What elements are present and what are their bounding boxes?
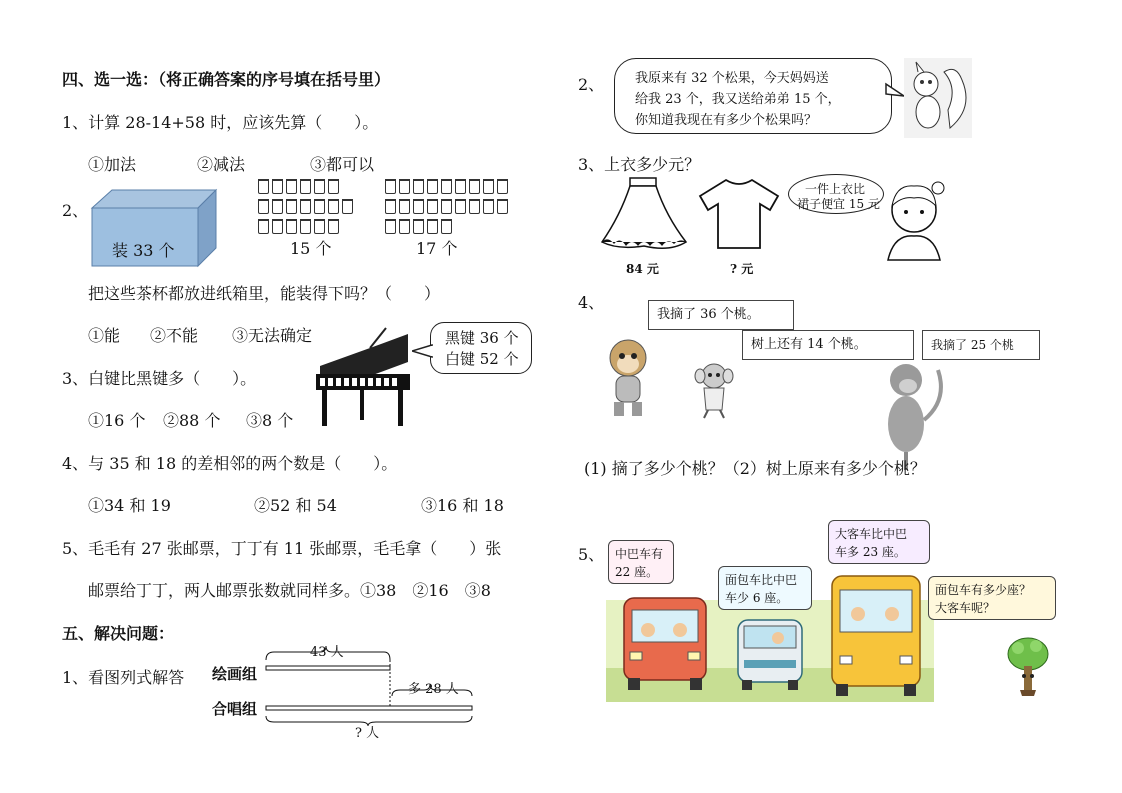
q4-option-1[interactable]: ①34 和 19 (88, 496, 171, 515)
shirt-image (696, 176, 782, 252)
r-q2-number: 2、 (578, 75, 605, 94)
monkey-bubble-3: 我摘了 25 个桃 (922, 330, 1040, 360)
squirrel-line-3: 你知道我现在有多少个松果吗？ (635, 113, 818, 128)
section-4-title: 四、选一选：（将正确答案的序号填在括号里） (62, 70, 391, 89)
bus-bubble-3-line-1: 大客车比中巴 (835, 527, 908, 541)
bus-bubble-2 (718, 566, 812, 610)
girl-line-2: 裙子便宜 15 元 (797, 197, 880, 211)
q4-option-3[interactable]: ③16 和 18 (421, 496, 504, 515)
q1-option-2[interactable]: ②减法 (197, 155, 246, 174)
box-capacity-label: 装 33 个 (112, 241, 175, 260)
bubble-tail (884, 82, 906, 100)
q2-option-2[interactable]: ②不能 (150, 326, 199, 345)
cup-group-2-label: 17 个 (416, 239, 458, 258)
cup-group-1-label: 15 个 (290, 239, 332, 258)
girl-line-1: 一件上衣比 (805, 182, 866, 196)
choir-count-label: ? 人 (355, 726, 380, 741)
q3-option-2[interactable]: ②88 个 (163, 411, 221, 430)
q1-option-1[interactable]: ①加法 (88, 155, 137, 174)
r-q5-number: 5、 (578, 545, 605, 564)
tree-bubble-line-2: 大客车呢？ (935, 601, 996, 615)
squirrel-speech-bubble (614, 58, 892, 134)
bus-bubble-1-line-2: 22 座。 (615, 565, 659, 579)
q3-option-1[interactable]: ①16 个 (88, 411, 146, 430)
section-5-title: 五、解决问题： (62, 624, 175, 643)
choir-group-label: 合唱组 (212, 700, 258, 718)
squirrel-image (904, 58, 972, 138)
q4-text: 4、与 35 和 18 的差相邻的两个数是（ ）。 (62, 454, 398, 473)
difference-label: 多 28 人 (408, 682, 459, 697)
r-q3-text: 3、上衣多少元？ (578, 155, 701, 174)
piano-image (310, 326, 416, 432)
q5-line-2: 邮票给丁丁，两人邮票张数就同样多。①38 ②16 ③8 (88, 581, 491, 600)
q3-option-3[interactable]: ③8 个 (246, 411, 294, 430)
q3-text: 3、白键比黑键多（ ）。 (62, 369, 257, 388)
s5-q1-text: 1、看图列式解答 (62, 668, 185, 687)
squirrel-line-1: 我原来有 32 个松果，今天妈妈送 (635, 71, 829, 86)
girl-image (884, 176, 946, 268)
painting-group-label: 绘画组 (212, 665, 258, 683)
q1-option-3[interactable]: ③都可以 (310, 155, 375, 174)
piano-keys-bubble (430, 322, 532, 374)
r-q4-question: (1) 摘了多少个桃？（2）树上原来有多少个桃？ (584, 459, 926, 478)
squirrel-line-2: 给我 23 个，我又送给弟弟 15 个， (635, 92, 841, 107)
bus-bubble-1 (608, 540, 674, 584)
bus-bubble-1-line-1: 中巴车有 (615, 547, 664, 561)
q2-option-3[interactable]: ③无法确定 (232, 326, 313, 345)
bubble-tail (412, 344, 434, 358)
tree-bubble-line-1: 面包车有多少座？ (935, 583, 1032, 597)
r-q4-number: 4、 (578, 293, 605, 312)
q2-option-1[interactable]: ①能 (88, 326, 121, 345)
white-keys-count: 白键 52 个 (445, 350, 519, 368)
bus-bubble-3-line-2: 车多 23 座。 (835, 545, 906, 559)
q1-text: 1、计算 28-14+58 时，应该先算（ ）。 (62, 113, 379, 132)
bus-bubble-2-line-1: 面包车比中巴 (725, 573, 798, 587)
girl-speech-bubble (788, 174, 884, 214)
tree-speech-bubble (928, 576, 1056, 620)
bus-bubble-3 (828, 520, 930, 564)
black-keys-count: 黑键 36 个 (445, 329, 519, 347)
shirt-price: ? 元 (730, 262, 754, 276)
painting-count-label: 43 人 (310, 645, 344, 660)
q4-option-2[interactable]: ②52 和 54 (254, 496, 337, 515)
monkey-bubble-1: 我摘了 36 个桃。 (648, 300, 794, 330)
tree-character-image (1004, 636, 1050, 698)
q2-question: 把这些茶杯都放进纸箱里，能装得下吗？（ ） (88, 284, 441, 303)
q2-number: 2、 (62, 201, 89, 220)
q5-line-1: 5、毛毛有 27 张邮票，丁丁有 11 张邮票，毛毛拿（ ）张 (62, 539, 502, 558)
monkey-2-image (692, 360, 736, 420)
skirt-image (598, 176, 690, 256)
monkey-1-image (600, 334, 660, 420)
bus-bubble-2-line-2: 车少 6 座。 (725, 591, 789, 605)
skirt-price: 84 元 (626, 262, 659, 276)
monkey-bubble-2: 树上还有 14 个桃。 (742, 330, 914, 360)
